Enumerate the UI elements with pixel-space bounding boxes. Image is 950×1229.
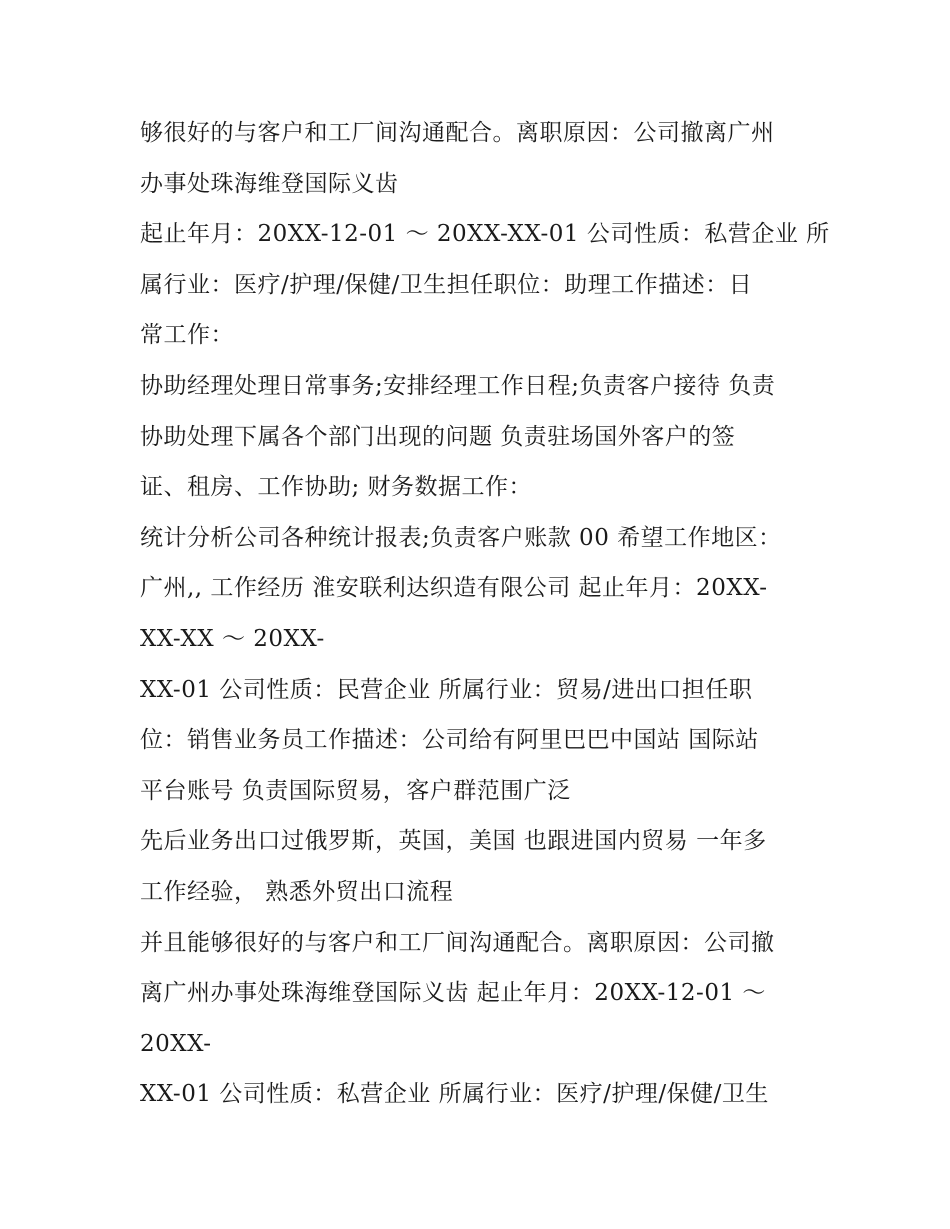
text-line: XX-01 公司性质：民营企业 所属行业：贸易/进出口担任职 — [140, 676, 753, 703]
text-line: XX-XX ～ 20XX- — [140, 625, 325, 652]
text-line: 协助经理处理日常事务;安排经理工作日程;负责客户接待 负责 — [140, 372, 776, 399]
text-line: 位：销售业务员工作描述：公司给有阿里巴巴中国站 国际站 — [140, 727, 759, 754]
text-line: 先后业务出口过俄罗斯，英国，美国 也跟进国内贸易 一年多 — [140, 828, 767, 855]
text-line: 够很好的与客户和工厂间沟通配合。离职原因：公司撤离广州 — [140, 120, 775, 146]
text-line: 办事处珠海维登国际义齿 — [140, 170, 399, 197]
text-line: 20XX- — [140, 1030, 212, 1057]
text-line: 属行业：医疗/护理/保健/卫生担任职位：助理工作描述：日 — [140, 271, 753, 298]
text-line: 常工作： — [140, 322, 234, 349]
document-body — [140, 108, 840, 1120]
text-line: 协助处理下属各个部门出现的问题 负责驻场国外客户的签 — [140, 423, 736, 450]
text-line: 广州,, 工作经历 淮安联利达织造有限公司 起止年月：20XX- — [140, 575, 768, 602]
text-line: 证、租房、工作协助; 财务数据工作： — [140, 474, 533, 501]
text-line: 平台账号 负责国际贸易，客户群范围广泛 — [140, 777, 571, 804]
text-line: 并且能够很好的与客户和工厂间沟通配合。离职原因：公司撤 — [140, 929, 775, 956]
text-line: 离广州办事处珠海维登国际义齿 起止年月：20XX-12-01 ～ — [140, 980, 766, 1007]
text-line: 统计分析公司各种统计报表;负责客户账款 00 希望工作地区： — [140, 524, 782, 551]
text-line: 工作经验， 熟悉外贸出口流程 — [140, 878, 454, 905]
text-line: XX-01 公司性质：私营企业 所属行业：医疗/护理/保健/卫生 — [140, 1081, 769, 1108]
text-line: 起止年月：20XX-12-01 ～ 20XX-XX-01 公司性质：私营企业 所 — [140, 221, 830, 248]
